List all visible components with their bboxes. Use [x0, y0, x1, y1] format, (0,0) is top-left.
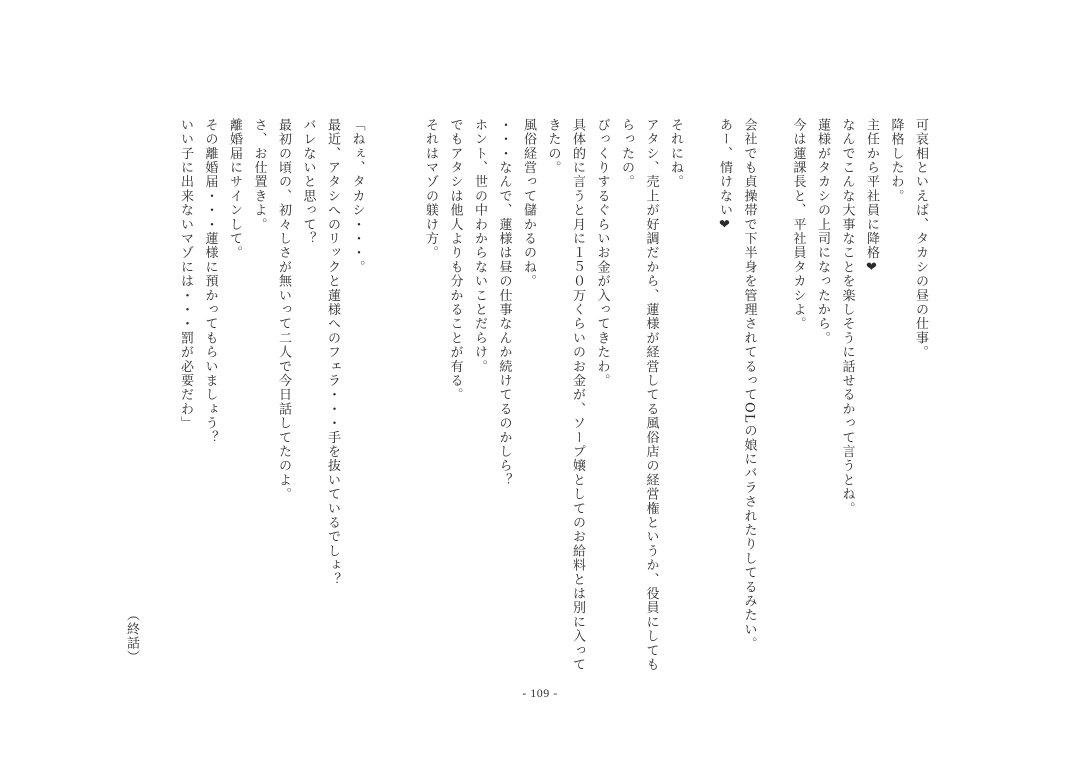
text-line: なんでこんな大事なことを楽しそうに話せるかって言うとね。: [839, 118, 855, 516]
text-line: 具体的に言うと月に１５０万くらいのお金が、ソープ嬢としてのお給料とは別に入って: [570, 118, 585, 672]
text-line: ホント、世の中わからないことだらけ。: [472, 118, 487, 374]
text-line: それにね。: [668, 118, 683, 189]
blank-line: [369, 118, 394, 119]
blank-line: [393, 118, 418, 119]
text-line: 主任から平社員に降格❤: [864, 118, 879, 277]
text-line: 会社でも貞操帯で下半身を管理されてるってOLの娘にバラされたりしてるみたい。: [741, 118, 757, 651]
page-number: - 109 -: [522, 686, 558, 700]
text-line: ・・・なんで、蓮様は昼の仕事なんか続けてるのかしら？: [496, 118, 512, 488]
text-line: あー、情けない❤: [717, 118, 732, 234]
text-line: 風俗経営って儲かるのね。: [521, 118, 536, 289]
text-line: 可哀相といえば、タカシの昼の仕事。: [913, 118, 928, 360]
text-line: 離婚届にサインして。: [227, 118, 242, 260]
text-line: 最近、アタシへのリックと蓮様へのフェラ・・・手を抜いているでしょ？: [325, 118, 340, 587]
text-line: 蓮様がタカシの上司になったから。: [815, 118, 830, 346]
text-line: 最初の頃の、初々しさが無いって二人で今日話してたのよ。: [276, 118, 291, 502]
text-line: びっくりするぐらいお金が入ってきたわ。: [594, 118, 610, 388]
text-line: その離婚届・・・蓮様に預かってもらいましょう？: [202, 118, 218, 445]
vertical-text-body: [173, 118, 933, 678]
text-line: 降格したわ。: [888, 118, 904, 204]
text-line: でもアタシは他人よりも分かることが有る。: [447, 118, 463, 402]
text-line: らったの。: [619, 118, 634, 189]
blank-line: [687, 118, 712, 119]
text-line: さ、お仕置きよ。: [251, 118, 267, 232]
blank-line: [761, 118, 786, 119]
text-line: きたの。: [545, 118, 561, 175]
text-line: バレないと思って？: [300, 118, 316, 246]
text-line: いい子に出来ないマゾには・・・罰が必要だわ」: [178, 118, 193, 431]
text-line: それはマゾの躾け方。: [423, 118, 438, 260]
text-line: 「ねぇ、タカシ・・・。: [349, 118, 365, 275]
text-line: アタシ、売上が好調だから、蓮様が経営してる風俗店の経営権というか、役員にしても: [643, 118, 659, 672]
end-mark: （終話）: [124, 608, 139, 664]
text-line: 今は蓮課長と、平社員タカシよ。: [790, 118, 806, 331]
